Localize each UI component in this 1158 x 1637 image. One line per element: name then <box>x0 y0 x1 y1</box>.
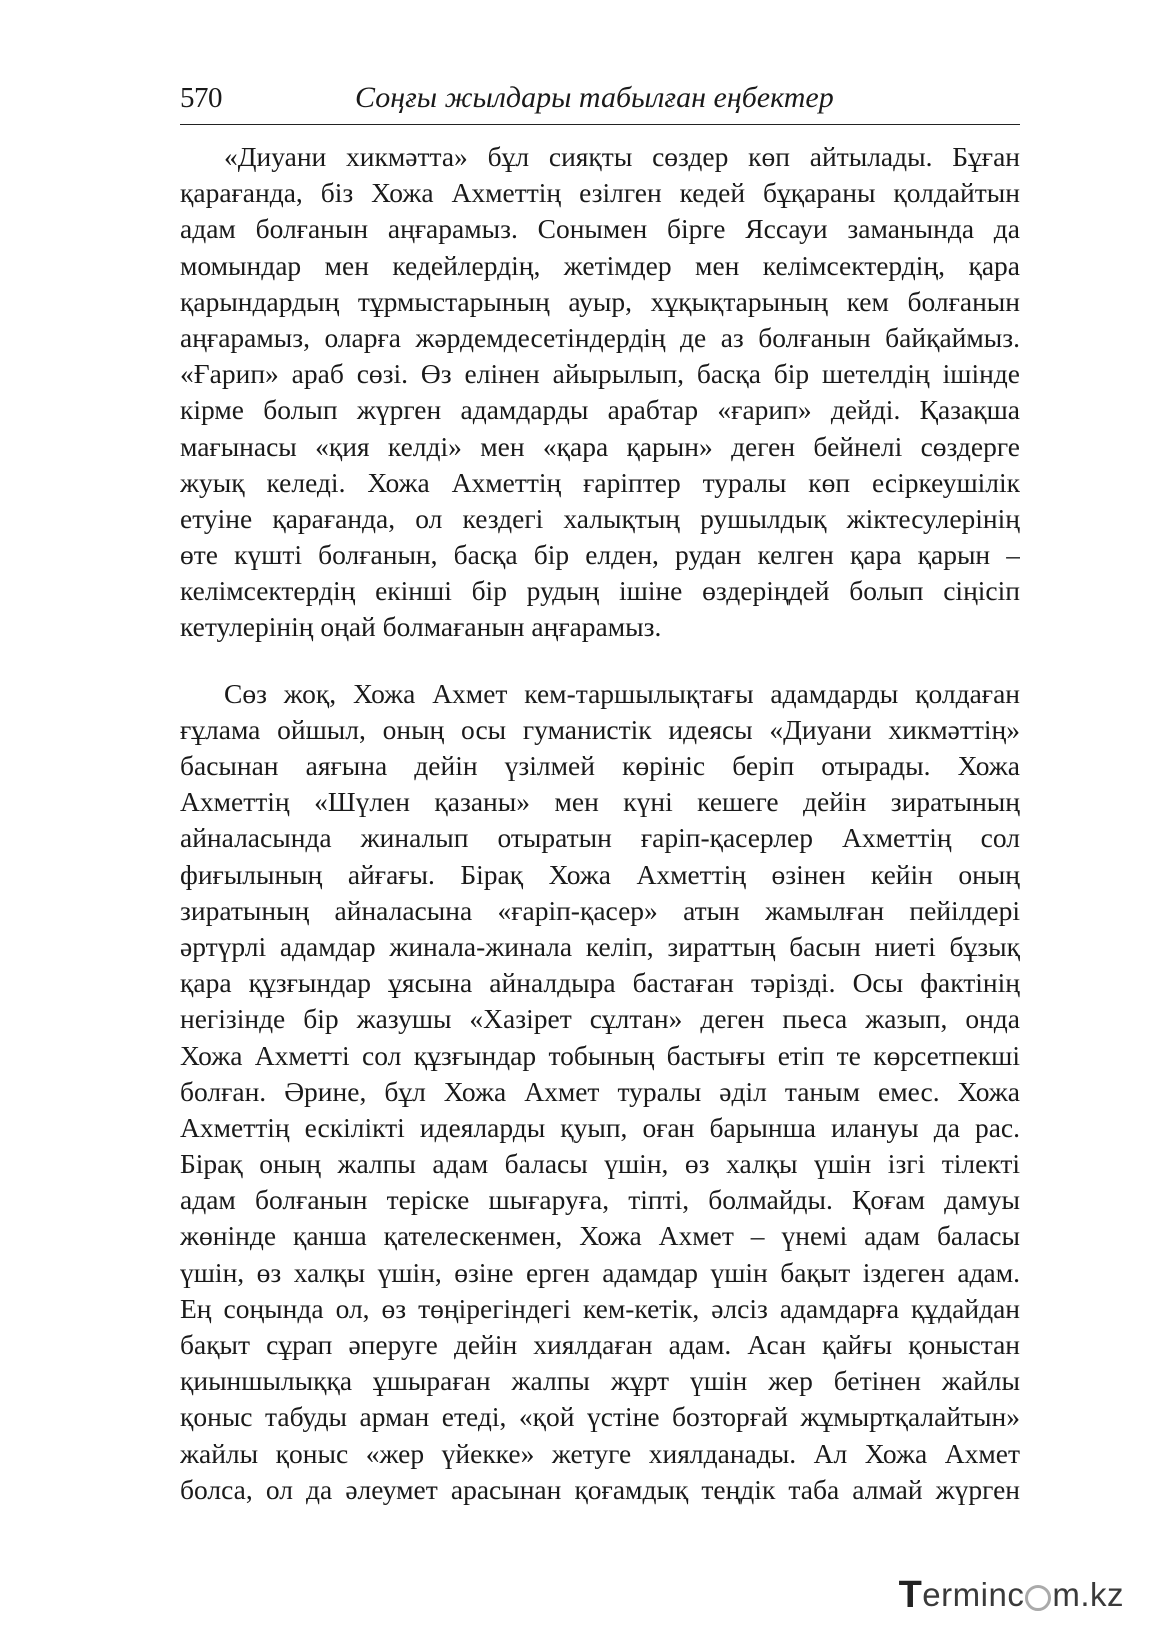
termincom-watermark <box>899 1573 1124 1617</box>
text-line: Хожа Ахметті сол құзғындар тобының бастығы етіп те көрсетпекші <box>180 1039 1020 1071</box>
text-line: қара құзғындар ұясына айналдыра бастаған тәрізді. Осы фактінің <box>180 967 1020 999</box>
text-line: Ең соңында ол, өз төңірегіндегі кем-кетік, әлсіз адамдарға құдайдан <box>180 1292 1020 1324</box>
text-line: айналасында жиналып отыратын ғаріп-қасерлер Ахметтің сол <box>180 822 1020 854</box>
text-line: кетулерінің оңай болмағанын аңғарамыз. <box>180 611 662 643</box>
text-line: болса, ол да әлеумет арасынан қоғамдық теңдік таба алмай жүрген <box>180 1473 1020 1505</box>
text-line: «Диуани хикмәтта» бұл сияқты сөздер көп айтылады. Бұған <box>224 141 1020 172</box>
text-line: Бірақ оның жалпы адам баласы үшін, өз халқы үшін ізгі тілекті <box>180 1148 1020 1180</box>
text-line: жуық келеді. Хожа Ахметтің ғаріптер туралы көп есіркеушілік <box>180 466 1020 498</box>
text-line: кірме болып жүрген адамдарды арабтар «ғарип» дейді. Қазақша <box>180 394 1020 426</box>
text-line: зиратының айналасына «ғаріп-қасер» атын жамылған пейілдері <box>180 894 1020 926</box>
text-line: әртүрлі адамдар жинала-жинала келіп, зираттың басын ниеті бұзық <box>180 930 1020 962</box>
text-line: фиғылының айғағы. Бірақ Хожа Ахметтің өзінен кейін оның <box>180 858 1020 890</box>
text-line: қарағанда, біз Хожа Ахметтің езілген кедей бұқараны қолдайтын <box>180 177 1020 209</box>
paragraph-1 <box>180 139 1020 646</box>
text-line: мағынасы «қия келді» мен «қара қарын» деген бейнелі сөздерге <box>180 430 1020 462</box>
text-line: «Ғарип» араб сөзі. Өз елінен айырылып, басқа бір шетелдің ішінде <box>180 358 1020 390</box>
text-line: адам болғанын теріске шығаруға, тіпті, болмайды. Қоғам дамуы <box>180 1184 1020 1216</box>
text-line: аңғарамыз, оларға жәрдемдесетіндердің де аз болғанын байқаймыз. <box>180 321 1020 353</box>
text-line: үшін, өз халқы үшін, өзіне ерген адамдар үшін бақыт іздеген адам. <box>180 1256 1020 1288</box>
page-number: 570 <box>180 82 222 114</box>
text-line: бақыт сұрап әперуге дейін хиялдаған адам. Асан қайғы қоныстан <box>180 1329 1020 1360</box>
text-line: қиыншылыққа ұшыраған жалпы жұрт үшін жер бетінен жайлы <box>180 1365 1020 1397</box>
text-line: етуіне қарағанда, ол кездегі халықтың рушылдық жіктесулерінің <box>180 502 1020 534</box>
watermark-text-part2: m.kz <box>1052 1576 1124 1613</box>
text-line: негізінде бір жазушы «Хазірет сұлтан» деген пьеса жазып, онда <box>180 1003 1020 1035</box>
text-line: ғұлама ойшыл, оның осы гуманистік идеясы «Диуани хикмәттің» <box>180 713 1020 745</box>
text-line: Ахметтің «Шүлен қазаны» мен күні кешеге дейін зиратының <box>180 786 1020 818</box>
text-line: болған. Әрине, бұл Хожа Ахмет туралы әділ таным емес. Хожа <box>180 1075 1020 1107</box>
paragraph-2 <box>180 676 1020 1508</box>
text-line: адам болғанын аңғарамыз. Сонымен бірге Яссауи заманында да <box>180 213 1020 245</box>
paragraph-spacer <box>180 646 1020 676</box>
text-line: Сөз жоқ, Хожа Ахмет кем-таршылықтағы адамдарды қолдаған <box>224 677 1020 709</box>
text-line: Ахметтің ескілікті идеяларды қуып, оған барынша илануы да рас. <box>180 1111 1020 1143</box>
text-line: басынан аяғына дейін үзілмей көрініс беріп отырады. Хожа <box>180 750 1020 781</box>
watermark-circle-icon <box>1025 1585 1051 1611</box>
text-line: қарындардың тұрмыстарының ауыр, хұқықтарының кем болғанын <box>180 285 1020 317</box>
body-text <box>180 139 1020 1508</box>
watermark-text-part1: erminc <box>922 1576 1025 1613</box>
text-line: өте күшті болғанын, басқа бір елден, рудан келген қара қарын – <box>180 539 1020 571</box>
page-header <box>180 78 1020 125</box>
text-line: қоныс табуды арман етеді, «қой үстіне бозторғай жұмыртқалайтын» <box>180 1401 1020 1433</box>
text-line: момындар мен кедейлердің, жетімдер мен келімсектердің, қара <box>180 249 1020 281</box>
running-title: Соңғы жылдары табылған еңбектер <box>355 81 834 114</box>
text-line: жөнінде қанша қателескенмен, Хожа Ахмет – үнемі адам баласы <box>180 1220 1020 1252</box>
text-line: келімсектердің екінші бір рудың ішіне өздеріңдей болып сіңісіп <box>180 575 1020 607</box>
text-line: жайлы қоныс «жер үйекке» жетуге хиялданады. Ал Хожа Ахмет <box>180 1437 1020 1469</box>
watermark-logo-letter: T <box>898 1573 923 1616</box>
